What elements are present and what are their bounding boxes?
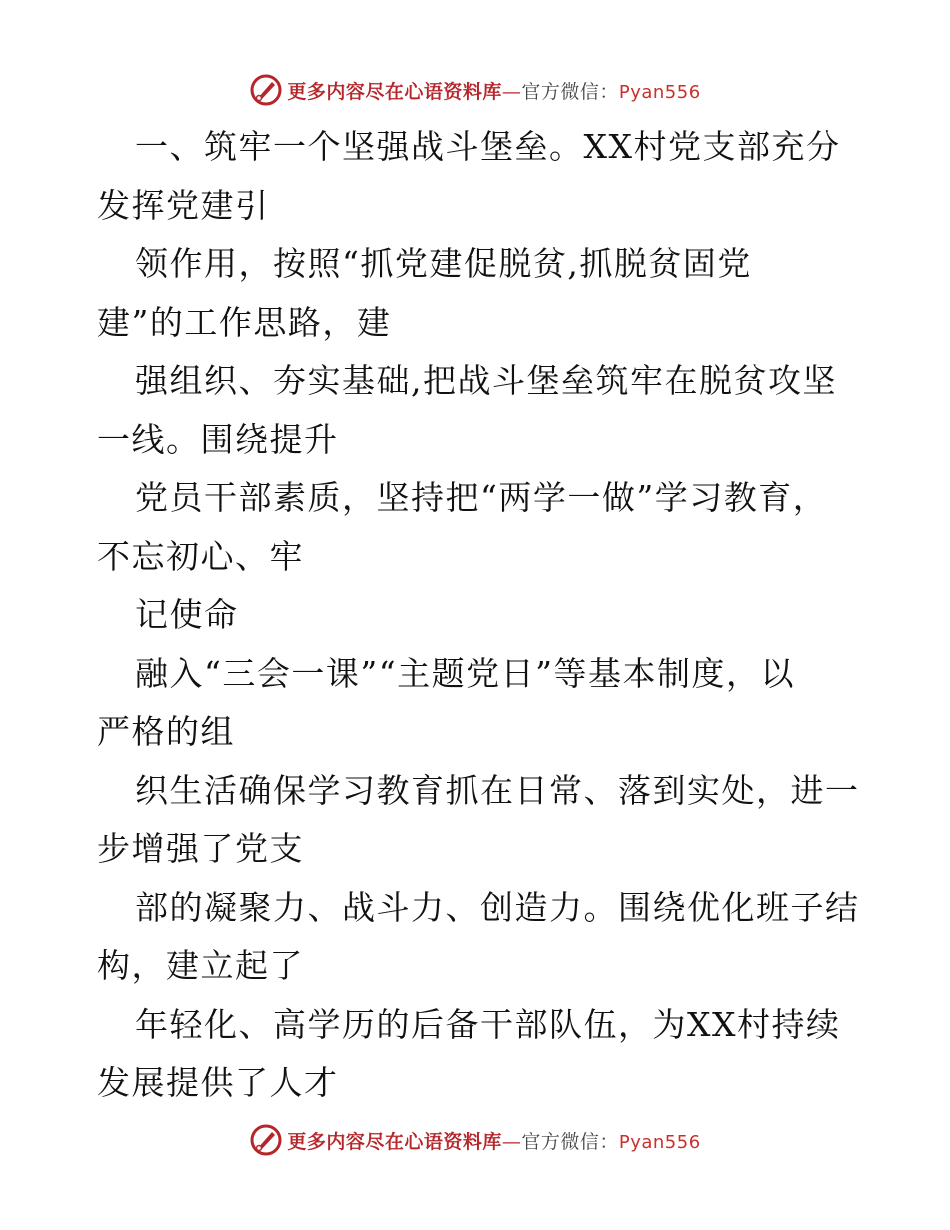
watermark-brand: 更多内容尽在心语资料库 — [287, 1130, 502, 1153]
watermark-colon: ： — [599, 1130, 619, 1153]
text-line: 党员干部素质，坚持把“两学一做”学习教育， — [135, 478, 828, 517]
text-line: 建”的工作思路，建 — [97, 302, 392, 342]
text-line: 强组织、夯实基础,把战斗堡垒筑牢在脱贫攻坚 — [135, 361, 837, 400]
text-line: 不忘初心、牢 — [97, 536, 304, 576]
text-line: 一、筑牢一个坚强战斗堡垒。XX村党支部充分 — [135, 127, 841, 166]
text-line: 构，建立起了 — [97, 946, 304, 985]
watermark-separator: — — [501, 1130, 522, 1153]
quill-logo-icon — [249, 1123, 283, 1157]
text-line: 融入“三会一课”“主题党日”等基本制度，以 — [135, 653, 795, 693]
watermark-label: 官方微信 — [521, 80, 600, 103]
text-line: 发挥党建引 — [97, 185, 270, 225]
text-line: 严格的组 — [97, 712, 235, 751]
text-line: 发展提供了人才 — [97, 1063, 339, 1102]
watermark-footer — [0, 1120, 950, 1160]
text-line: 步增强了党支 — [97, 829, 304, 868]
text-line: 一线。围绕提升 — [97, 419, 339, 459]
text-line: 年轻化、高学历的后备干部队伍，为XX村持续 — [135, 1004, 841, 1044]
document-body — [97, 118, 867, 1113]
watermark-separator: — — [501, 80, 522, 103]
text-line: 织生活确保学习教育抓在日常、落到实处，进一 — [135, 770, 860, 810]
text-line: 部的凝聚力、战斗力、创造力。围绕优化班子结 — [135, 887, 860, 927]
quill-logo-icon — [249, 73, 283, 107]
watermark-colon: ： — [599, 80, 619, 103]
watermark-header — [0, 70, 950, 110]
text-line: 记使命 — [135, 595, 239, 634]
text-line: 领作用，按照“抓党建促脱贫,抓脱贫固党 — [135, 244, 752, 283]
watermark-wechat-id: Pyan556 — [618, 1131, 701, 1153]
watermark-brand: 更多内容尽在心语资料库 — [287, 80, 502, 103]
watermark-wechat-id: Pyan556 — [618, 81, 701, 103]
watermark-label: 官方微信 — [521, 1130, 600, 1153]
